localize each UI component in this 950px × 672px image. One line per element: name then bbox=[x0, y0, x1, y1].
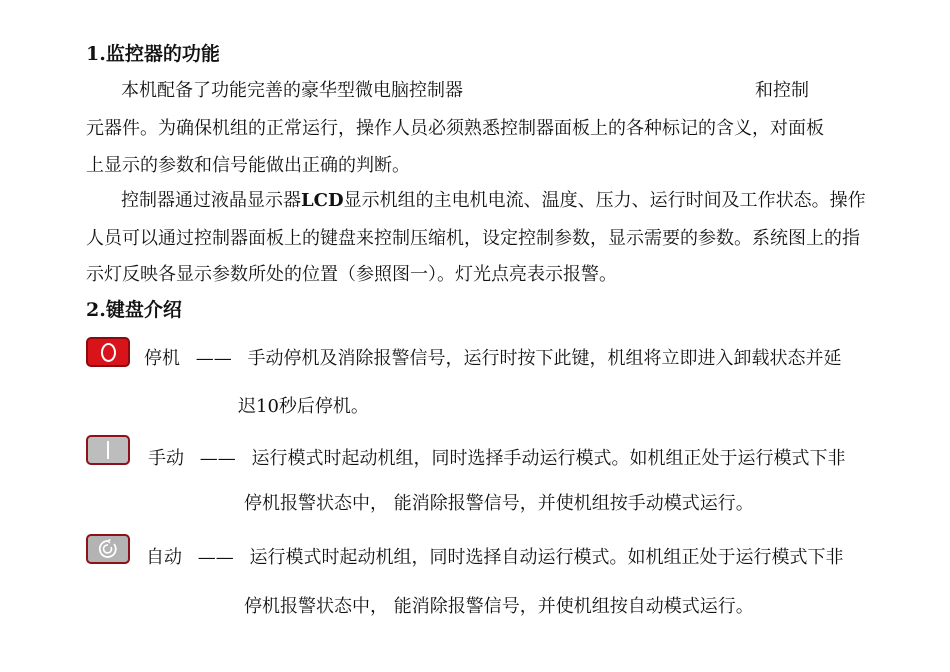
paragraph-line: 本机配备了功能完善的豪华型微电脑控制器 bbox=[121, 80, 463, 101]
key-dash: —— bbox=[199, 448, 236, 469]
paragraph-text: 显示机组的主电机电流、温度、压力、运行时间及工作状态。操作 bbox=[343, 190, 866, 211]
paragraph-line: 人员可以通过控制器面板上的键盘来控制压缩机，设定控制参数，显示需要的参数。系统图上的指 bbox=[86, 228, 860, 249]
key-description-continued: 迟10秒后停机。 bbox=[238, 396, 369, 417]
paragraph-line: 和控制 bbox=[755, 80, 809, 101]
key-label: 自动 bbox=[146, 547, 182, 568]
stop-circle-icon bbox=[101, 343, 116, 362]
paragraph-text: 控制器通过液晶显示器 bbox=[121, 190, 301, 211]
key-description: 运行模式时起动机组，同时选择手动运行模式。如机组正处于运行模式下非 bbox=[251, 448, 846, 469]
paragraph-line: 上显示的参数和信号能做出正确的判断。 bbox=[86, 155, 410, 176]
key-description: 运行模式时起动机组，同时选择自动运行模式。如机组正处于运行模式下非 bbox=[249, 547, 844, 568]
manual-key-line bbox=[148, 446, 845, 472]
auto-key-button[interactable] bbox=[86, 534, 130, 564]
manual-bar-icon bbox=[107, 441, 109, 459]
auto-cycle-icon bbox=[97, 538, 119, 560]
key-description-continued: 停机报警状态中， 能消除报警信号，并使机组按自动模式运行。 bbox=[244, 596, 754, 617]
key-label: 停机 bbox=[144, 348, 180, 369]
paragraph-line bbox=[121, 188, 866, 214]
stop-key-line bbox=[144, 346, 841, 372]
lcd-term: LCD bbox=[301, 190, 344, 211]
key-description-continued: 停机报警状态中， 能消除报警信号，并使机组按手动模式运行。 bbox=[244, 493, 754, 514]
section-heading-monitor-function: 1.监控器的功能 bbox=[86, 43, 220, 65]
key-description: 手动停机及消除报警信号，运行时按下此键，机组将立即进入卸载状态并延 bbox=[247, 348, 842, 369]
manual-key-button[interactable] bbox=[86, 435, 130, 465]
stop-key-button[interactable] bbox=[86, 337, 130, 367]
key-dash: —— bbox=[197, 547, 234, 568]
section-heading-keyboard: 2.键盘介绍 bbox=[86, 299, 182, 321]
auto-key-line bbox=[146, 545, 843, 571]
key-dash: —— bbox=[195, 348, 232, 369]
key-label: 手动 bbox=[148, 448, 184, 469]
paragraph-line: 示灯反映各显示参数所处的位置（参照图一）。灯光点亮表示报警。 bbox=[86, 264, 617, 285]
paragraph-line: 元器件。为确保机组的正常运行，操作人员必须熟悉控制器面板上的各种标记的含义，对面板 bbox=[86, 118, 824, 139]
